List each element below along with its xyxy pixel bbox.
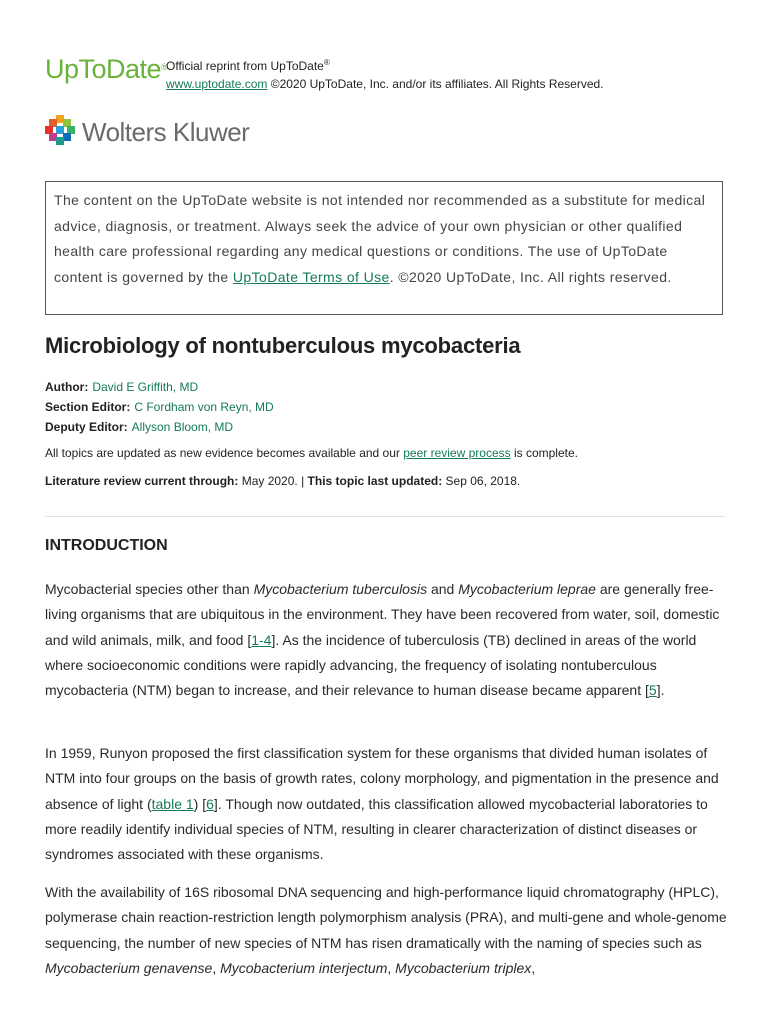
header	[45, 52, 735, 92]
text-run: In 1959, Runyon proposed the first classification system for these organisms that divided human isolates of NTM into four groups on the basis of growth rates, colony morphology, and pigmentation in the presence and absence of light (	[45, 745, 719, 812]
reprint-registered-mark: ®	[323, 58, 330, 67]
update-notice-end: is complete.	[510, 446, 578, 460]
deputy-editor-link[interactable]: Allyson Bloom, MD	[131, 420, 234, 434]
reference-link[interactable]: 6	[206, 795, 214, 812]
divider	[45, 516, 725, 517]
updated-label: This topic last updated:	[307, 474, 443, 488]
text-run: and	[427, 581, 459, 597]
article-credits	[45, 377, 274, 437]
reprint-line: Official reprint from UpToDate	[166, 59, 324, 73]
text-run: ].	[656, 682, 665, 699]
copyright-text: ©2020 UpToDate, Inc. and/or its affiliates. All Rights Reserved.	[267, 77, 604, 91]
text-run: ,	[212, 959, 221, 976]
deputy-editor-row	[45, 417, 274, 437]
author-link[interactable]: David E Griffith, MD	[92, 380, 199, 394]
author-label: Author:	[45, 380, 89, 394]
review-dates	[45, 474, 520, 488]
uptodate-logo-text: UpToDate	[45, 54, 162, 84]
reference-link[interactable]: 5	[648, 682, 657, 699]
section-editor-link[interactable]: C Fordham von Reyn, MD	[134, 400, 274, 414]
disclaimer-box	[45, 181, 723, 315]
article-title: Microbiology of nontuberculous mycobacteria	[45, 333, 521, 358]
text-run: ]. Though now outdated, this classification allowed mycobacterial laboratories to more readily identify individual species of NTM, resulting in clearer characterization of distinct diseases or syndromes associated with these organisms.	[45, 795, 708, 863]
publisher-name: Wolters Kluwer	[82, 117, 250, 147]
uptodate-site-link[interactable]: www.uptodate.com	[166, 77, 268, 91]
update-notice-text: All topics are updated as new evidence becomes available and our	[45, 446, 404, 460]
wolters-kluwer-logo-icon	[45, 115, 75, 145]
section-editor-row	[45, 397, 274, 417]
terms-of-use-link[interactable]: UpToDate Terms of Use	[232, 268, 390, 285]
paragraph	[45, 577, 729, 703]
text-run: ,	[531, 959, 536, 976]
section-heading: INTRODUCTION	[45, 537, 168, 554]
review-value: May 2020. |	[238, 474, 308, 488]
species-name: Mycobacterium leprae	[458, 581, 596, 597]
reprint-notice	[166, 54, 604, 93]
author-row	[45, 377, 274, 397]
disclaimer-text: The content on the UpToDate website is not intended nor recommended as a substitute for medical advice, diagnosis, or treatment. Always seek the advice of your own physician or other qualified health care professional regarding any medical questions or conditions. The use of UpToDate content is governed by the	[54, 192, 706, 285]
registered-mark: ®	[161, 62, 168, 72]
table-link[interactable]: table 1	[151, 795, 194, 812]
text-run: Mycobacterial species other than	[45, 581, 254, 597]
species-name: Mycobacterium tuberculosis	[253, 581, 428, 597]
deputy-editor-label: Deputy Editor:	[45, 420, 128, 434]
text-run: ) [	[193, 795, 207, 812]
uptodate-logo[interactable]	[45, 52, 167, 86]
updated-value: Sep 06, 2018.	[442, 474, 521, 488]
reference-link[interactable]: 1-4	[251, 631, 272, 648]
species-name: Mycobacterium interjectum	[220, 959, 388, 976]
text-run: ,	[387, 959, 396, 976]
text-run: are generally free-living organisms that are ubiquitous in the environment. They have been recovered from water, soil, domestic and wild animals, milk, and food [	[45, 581, 720, 648]
section-editor-label: Section Editor:	[45, 400, 131, 414]
peer-review-link[interactable]: peer review process	[403, 446, 511, 460]
update-notice	[45, 446, 578, 460]
species-name: Mycobacterium triplex	[395, 959, 532, 976]
text-run: ]. As the incidence of tuberculosis (TB) declined in areas of the world where socioeconomic conditions were rapidly advancing, the frequency of isolating nontuberculous mycobacteria (NTM) began to increase, and their relevance to human disease became apparent [	[45, 631, 697, 699]
text-run: With the availability of 16S ribosomal DNA sequencing and high-performance liquid chromatography (HPLC), polymerase chain reaction-restriction length polymorphism analysis (PRA), and multi-gene and whole-genome sequencing, the number of new species of NTM has risen dramatically with the naming of species such as	[45, 884, 727, 951]
species-name: Mycobacterium genavense	[45, 959, 213, 976]
disclaimer-text-end: . ©2020 UpToDate, Inc. All rights reserved.	[389, 268, 672, 285]
paragraph	[45, 741, 729, 867]
paragraph	[45, 880, 729, 981]
review-label: Literature review current through:	[45, 474, 239, 488]
